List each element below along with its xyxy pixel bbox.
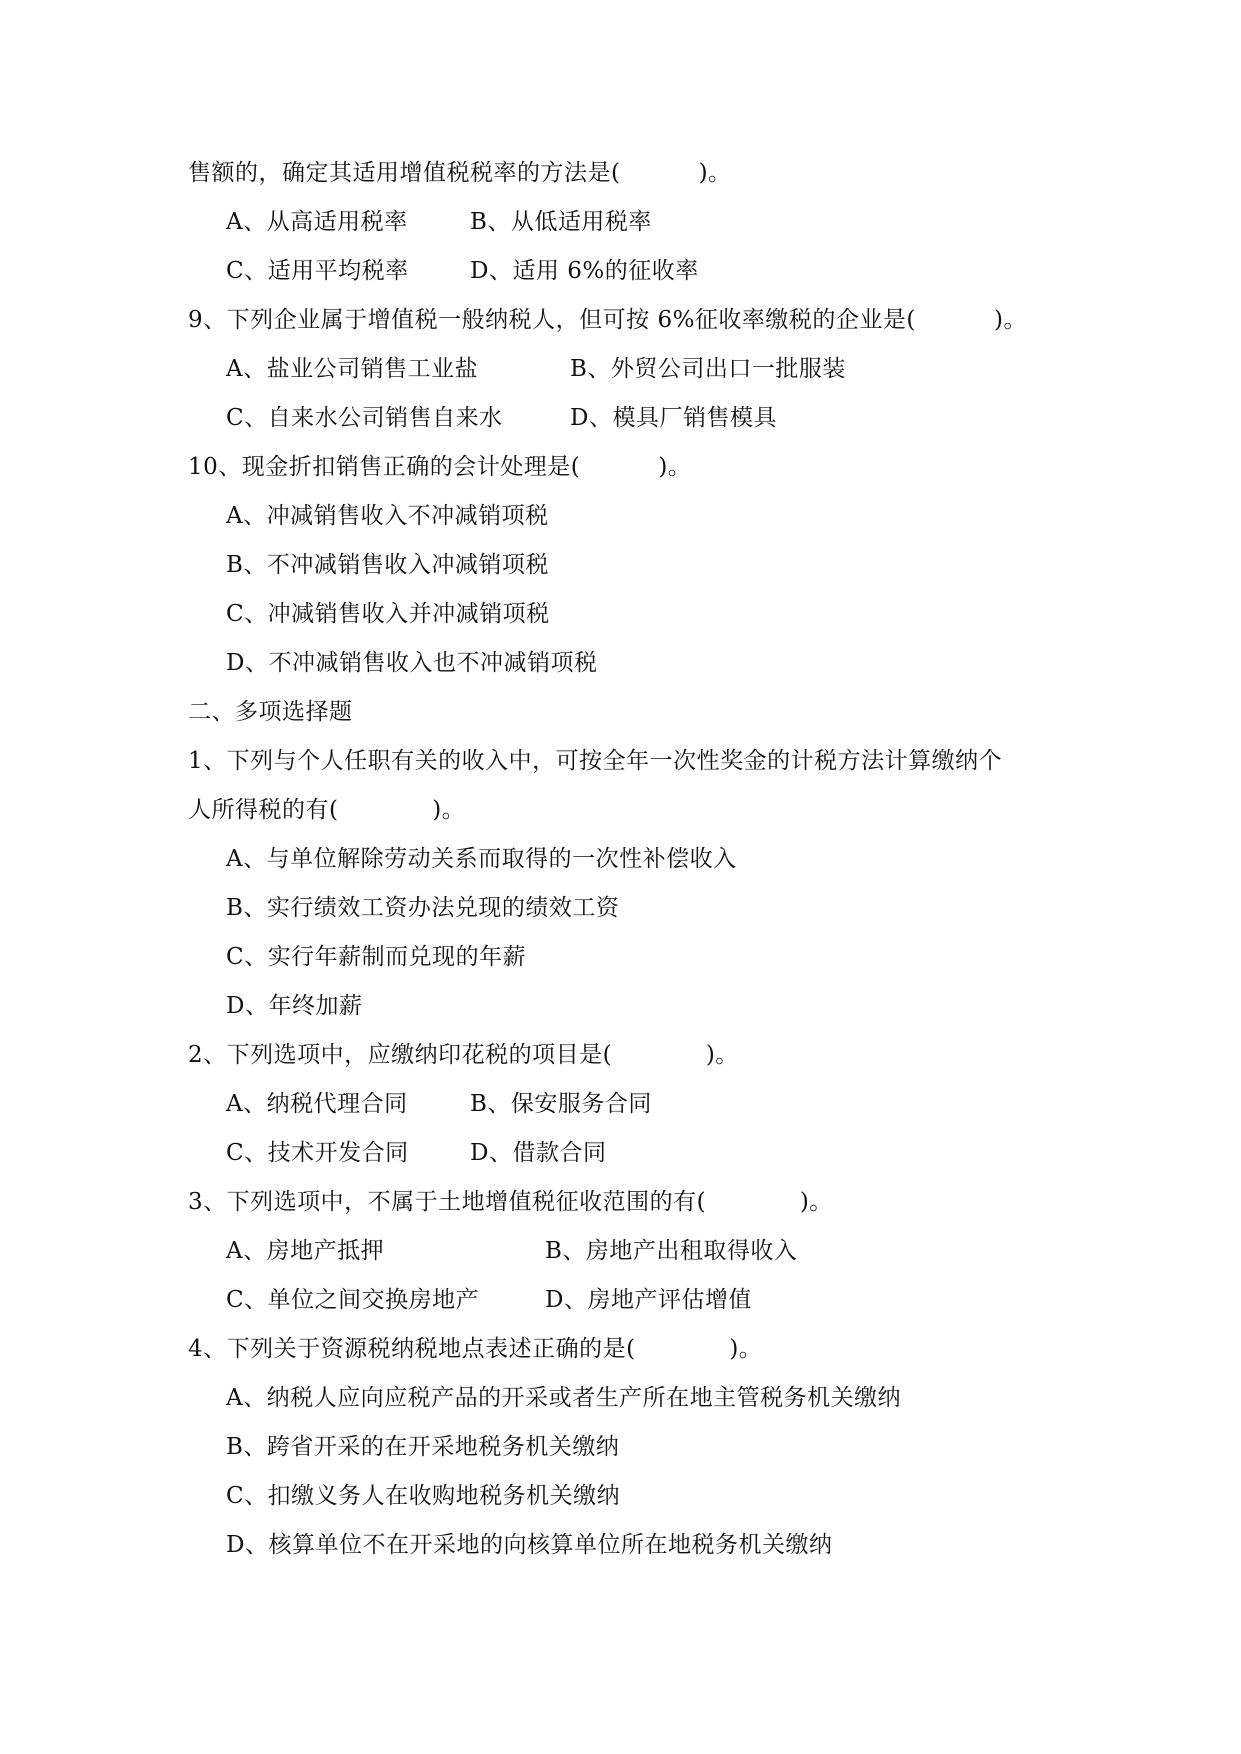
question-9: 9、下列企业属于增值税一般纳税人，但可按 6%征收率缴税的企业是( )。	[188, 307, 1027, 333]
option-c: C、冲减销售收入并冲减销项税	[226, 601, 550, 627]
option-b: B、实行绩效工资办法兑现的绩效工资	[226, 895, 620, 921]
option-b: B、不冲减销售收入冲减销项税	[226, 552, 549, 578]
option-a: A、盐业公司销售工业盐	[226, 356, 479, 382]
option-a: A、房地产抵押	[226, 1238, 385, 1264]
question-continuation: 售额的，确定其适用增值税税率的方法是( )。	[188, 160, 732, 186]
option-c: C、扣缴义务人在收购地税务机关缴纳	[226, 1483, 621, 1509]
option-d: D、年终加薪	[226, 993, 363, 1019]
option-d: D、不冲减销售收入也不冲减销项税	[226, 650, 598, 676]
question-1-continuation: 人所得税的有( )。	[188, 797, 466, 823]
option-b: B、房地产出租取得收入	[545, 1238, 798, 1264]
option-a: A、纳税人应向应税产品的开采或者生产所在地主管税务机关缴纳	[226, 1385, 902, 1411]
option-b: B、外贸公司出口一批服装	[570, 356, 846, 382]
option-a: A、纳税代理合同	[226, 1091, 408, 1117]
option-b: B、保安服务合同	[470, 1091, 652, 1117]
question-2: 2、下列选项中，应缴纳印花税的项目是( )。	[188, 1042, 739, 1068]
section-heading: 二、多项选择题	[188, 699, 353, 725]
option-c: C、实行年薪制而兑现的年薪	[226, 944, 527, 970]
option-a: A、与单位解除劳动关系而取得的一次性补偿收入	[226, 846, 737, 872]
option-c: C、适用平均税率	[226, 258, 409, 284]
option-d: D、房地产评估增值	[545, 1287, 752, 1313]
question-4: 4、下列关于资源税纳税地点表述正确的是( )。	[188, 1336, 763, 1362]
option-d: D、适用 6%的征收率	[470, 258, 699, 284]
option-c: C、自来水公司销售自来水	[226, 405, 503, 431]
question-1: 1、下列与个人任职有关的收入中，可按全年一次性奖金的计税方法计算缴纳个	[188, 748, 1003, 774]
question-3: 3、下列选项中，不属于土地增值税征收范围的有( )。	[188, 1189, 833, 1215]
option-d: D、模具厂销售模具	[570, 405, 777, 431]
option-c: C、技术开发合同	[226, 1140, 409, 1166]
option-a: A、冲减销售收入不冲减销项税	[226, 503, 549, 529]
option-d: D、借款合同	[470, 1140, 607, 1166]
option-b: B、跨省开采的在开采地税务机关缴纳	[226, 1434, 620, 1460]
option-d: D、核算单位不在开采地的向核算单位所在地税务机关缴纳	[226, 1532, 833, 1558]
question-10: 10、现金折扣销售正确的会计处理是( )。	[188, 454, 692, 480]
option-a: A、从高适用税率	[226, 209, 408, 235]
option-c: C、单位之间交换房地产	[226, 1287, 480, 1313]
option-b: B、从低适用税率	[470, 209, 652, 235]
